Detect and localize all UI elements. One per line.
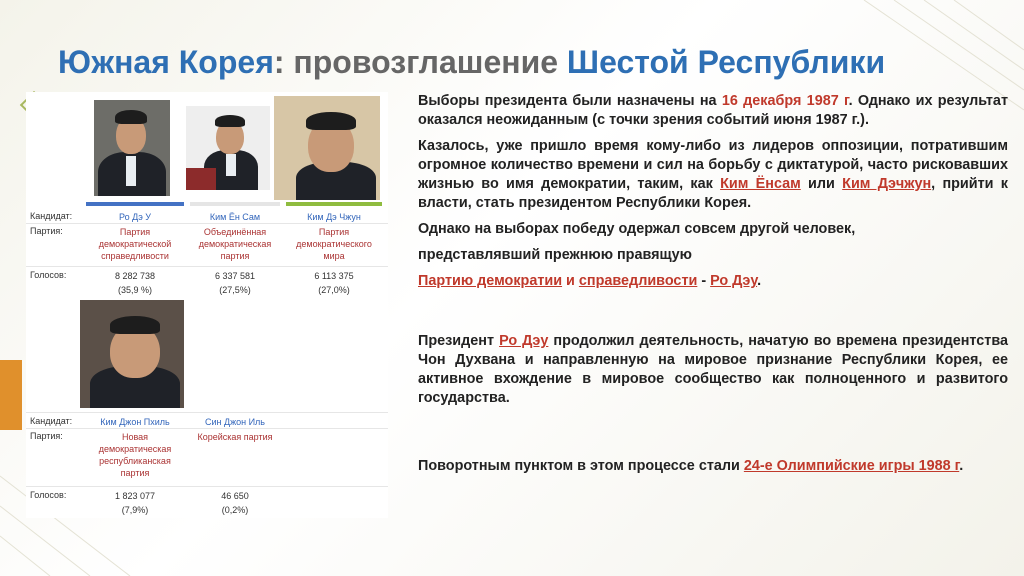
text: Поворотным пунктом в этом процессе стали [418, 458, 744, 474]
paragraph-winner: Однако на выборах победу одержал совсем другой человек, [418, 221, 856, 237]
candidate-photo-kim-ys [186, 106, 270, 190]
candidate-percent: (0,2%) [221, 505, 249, 515]
candidate-votes: 46 650 [221, 491, 249, 501]
candidate-party[interactable]: Партия демократической справедливости [98, 227, 172, 261]
candidate-bar-kim-ys [190, 202, 280, 206]
title-republic: Шестой Республики [566, 44, 886, 80]
candidate-party[interactable]: Объединённая демократическая партия [198, 227, 272, 261]
text: продолжил деятельность, начатую во времена президентства Чон Духвана и направленную на мировое признание Республики Корея, ее активное вхождение в мировое сообщество как полноценного и развитого государства. [418, 333, 1008, 406]
candidate-party[interactable]: Партия демократического мира [296, 227, 372, 261]
title-country: Южная Корея [58, 44, 274, 80]
candidate-party[interactable]: Корейская партия [197, 432, 273, 442]
link-justice[interactable]: справедливости [578, 273, 698, 289]
link-party-democracy[interactable]: Партию демократии [418, 273, 563, 289]
election-results-table [26, 92, 388, 518]
link-olympics-1988[interactable]: 24-е Олимпийские игры 1988 г [743, 458, 960, 474]
candidate-photo-kim-dj [274, 96, 380, 200]
link-kim-daejung[interactable]: Ким Дэчжун [842, 176, 932, 192]
side-accent-bar [0, 360, 22, 430]
candidate-name[interactable]: Ро Дэ У [118, 212, 152, 222]
candidate-votes: 8 282 738 [114, 271, 156, 281]
paragraph-election-date [418, 92, 1008, 130]
candidate-name[interactable]: Ким Джон Пхиль [100, 417, 170, 427]
paragraph-olympics [418, 457, 1008, 476]
text: . Однако их результат оказался неожиданным (с точки зрения событий июня 1987 г.). [418, 93, 1008, 128]
candidate-votes: 1 823 077 [114, 491, 156, 501]
candidate-party[interactable]: Новая демократическая республиканская партия [98, 432, 172, 478]
candidate-name[interactable]: Ким Дэ Чжун [307, 212, 361, 222]
candidate-percent: (7,9%) [121, 505, 149, 515]
label-votes: Голосов: [30, 490, 67, 500]
label-candidate: Кандидат: [30, 416, 73, 426]
link-roh-taewoo[interactable]: Ро Дэу [710, 273, 758, 289]
candidate-name[interactable]: Син Джон Иль [205, 417, 265, 427]
paragraph-opposition [418, 137, 1008, 213]
candidate-percent: (27,0%) [318, 285, 350, 295]
slide-body-text [418, 92, 1008, 483]
link-kim-yongsam[interactable]: Ким Ёнсам [720, 176, 801, 192]
text: . [959, 458, 964, 474]
candidate-photo-roh [94, 100, 170, 196]
text: Выборы президента были назначены на [418, 93, 722, 109]
candidate-bar-kim-dj [286, 202, 382, 206]
text: , прийти к власти, стать президентом Республики Корея. [418, 176, 1008, 211]
link-roh-taewoo[interactable]: Ро Дэу [499, 333, 549, 349]
text: или [800, 176, 843, 192]
paragraph-ruling-party: представлявший прежнюю правящую [418, 247, 692, 263]
candidate-photo-kim-jp [80, 300, 184, 408]
candidate-bar-roh [86, 202, 184, 206]
candidate-percent: (35,9 %) [117, 285, 152, 295]
label-party: Партия: [30, 431, 63, 441]
text: . [757, 273, 762, 289]
election-date: 16 декабря 1987 г [721, 93, 849, 109]
paragraph-party-links [418, 272, 1008, 291]
text: Президент [418, 333, 500, 349]
label-party: Партия: [30, 226, 63, 236]
text: - [697, 273, 711, 289]
text: и [562, 273, 579, 289]
label-votes: Голосов: [30, 270, 67, 280]
candidate-name[interactable]: Ким Ён Сам [209, 212, 261, 222]
title-separator: : провозглашение [273, 44, 567, 80]
label-candidate: Кандидат: [30, 211, 73, 221]
candidate-votes: 6 113 375 [314, 271, 354, 281]
candidate-votes: 6 337 581 [214, 271, 256, 281]
text: Казалось, уже пришло время кому-либо из лидеров оппозиции, потратившим огромное количество времени и сил на борьбу с диктатурой, часто рисковавших жизнью во имя демократии, таким, как [418, 138, 1008, 192]
paragraph-president-policy [418, 332, 1008, 408]
slide-title [58, 44, 1018, 81]
candidate-percent: (27,5%) [219, 285, 251, 295]
